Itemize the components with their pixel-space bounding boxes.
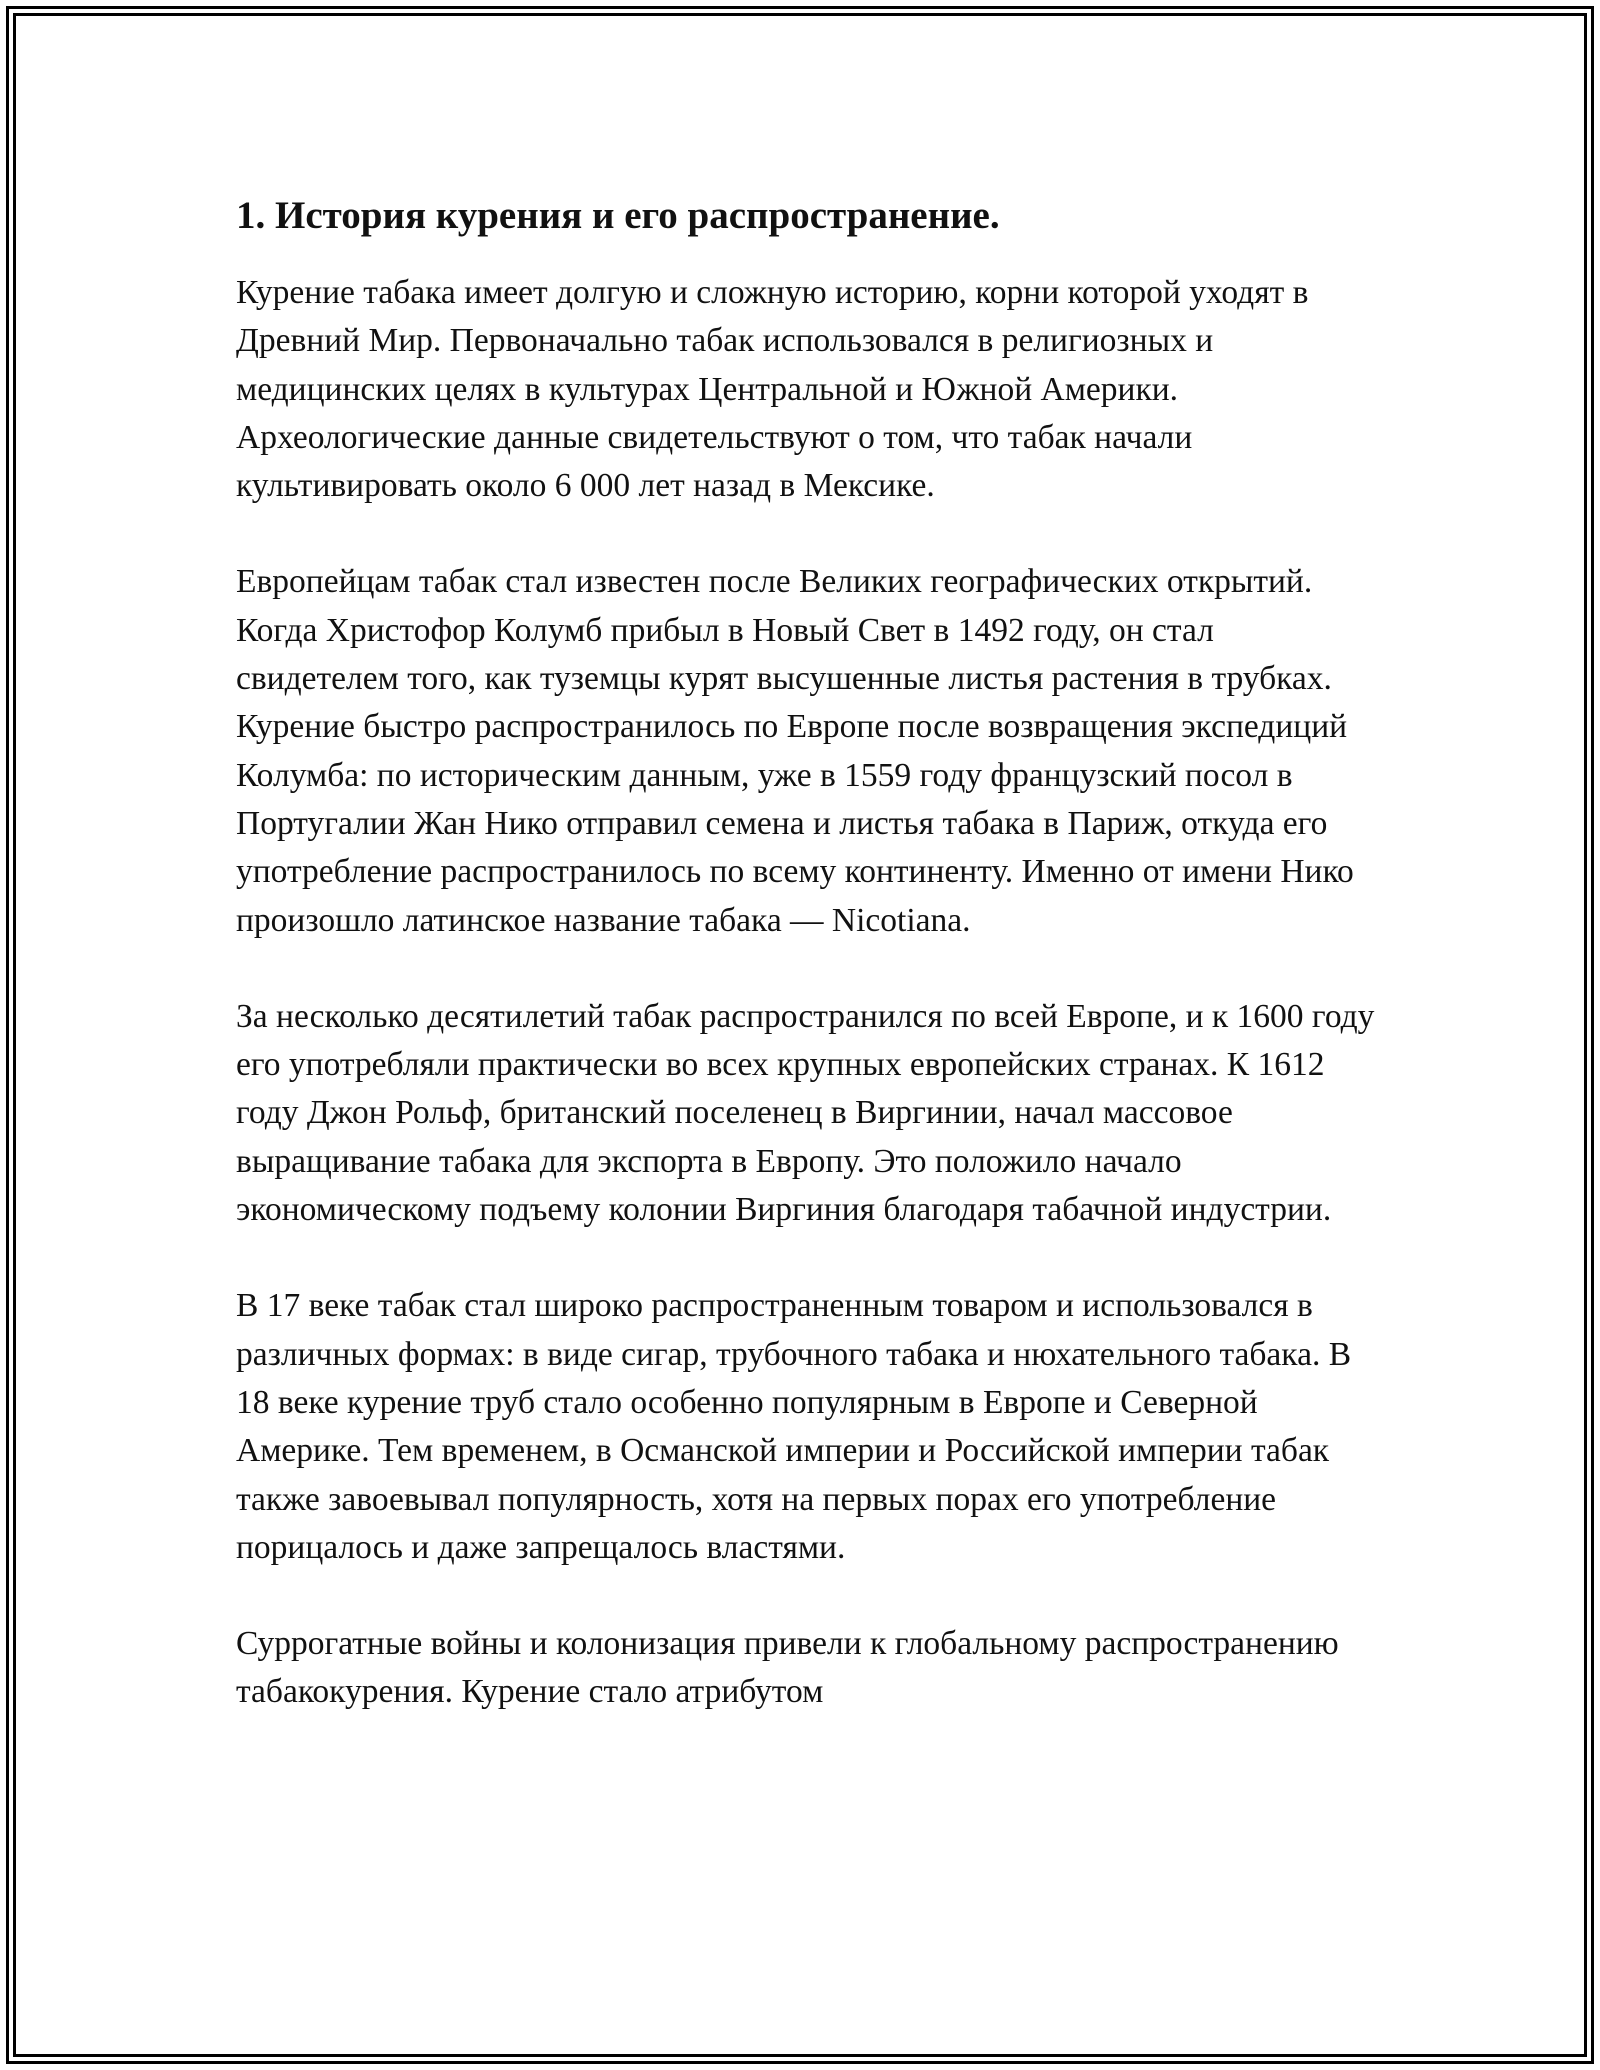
document-body (236, 186, 1376, 1765)
paragraph-origins: Курение табака имеет долгую и сложную историю, корни которой уходят в Древний Мир. Первоначально табак использовался в религиозных и медицинских целях в культурах Центральной и Южной Америки. Археологические данные свидетельствуют о том, что табак начали культивировать около 6 000 лет назад в Мексике. (236, 274, 1309, 505)
paragraph-global-spread: Суррогатные войны и колонизация привели к глобальному распространению табакокурения. Курение стало атрибутом (236, 1625, 1339, 1711)
paragraph-spread-europe: За несколько десятилетий табак распространился по всей Европе, и к 1600 году его употребляли практически во всех крупных европейских странах. К 1612 году Джон Рольф, британский поселенец в Виргинии, начал массовое выращивание табака для экспорта в Европу. Это положило начало экономическому подъему колонии Виргиния благодаря табачной индустрии. (236, 997, 1375, 1229)
paragraph-europe-discovery: Европейцам табак стал известен после Великих географических открытий. Когда Христофор Колумб прибыл в Новый Свет в 1492 году, он стал свидетелем того, как туземцы курят высушенные листья растения в трубках. Курение быстро распространилось по Европе после возвращения экспедиций Колумба: по историческим данным, уже в 1559 году французский посол в Португалии Жан Нико отправил семена и листья табака в Париж, откуда его употребление распространилось по всему континенту. Именно от имени Нико произошло латинское название табака — Nicotiana. (236, 563, 1354, 939)
paragraph-17-18-century: В 17 веке табак стал широко распространенным товаром и использовался в различных формах: в виде сигар, трубочного табака и нюхательного табака. В 18 веке курение труб стало особенно популярным в Европе и Северной Америке. Тем временем, в Османской империи и Российской империи табак также завоевывал популярность, хотя на первых порах его употребление порицалось и даже запрещалось властями. (236, 1287, 1352, 1566)
section-heading: 1. История курения и его распространение. (236, 194, 1000, 237)
